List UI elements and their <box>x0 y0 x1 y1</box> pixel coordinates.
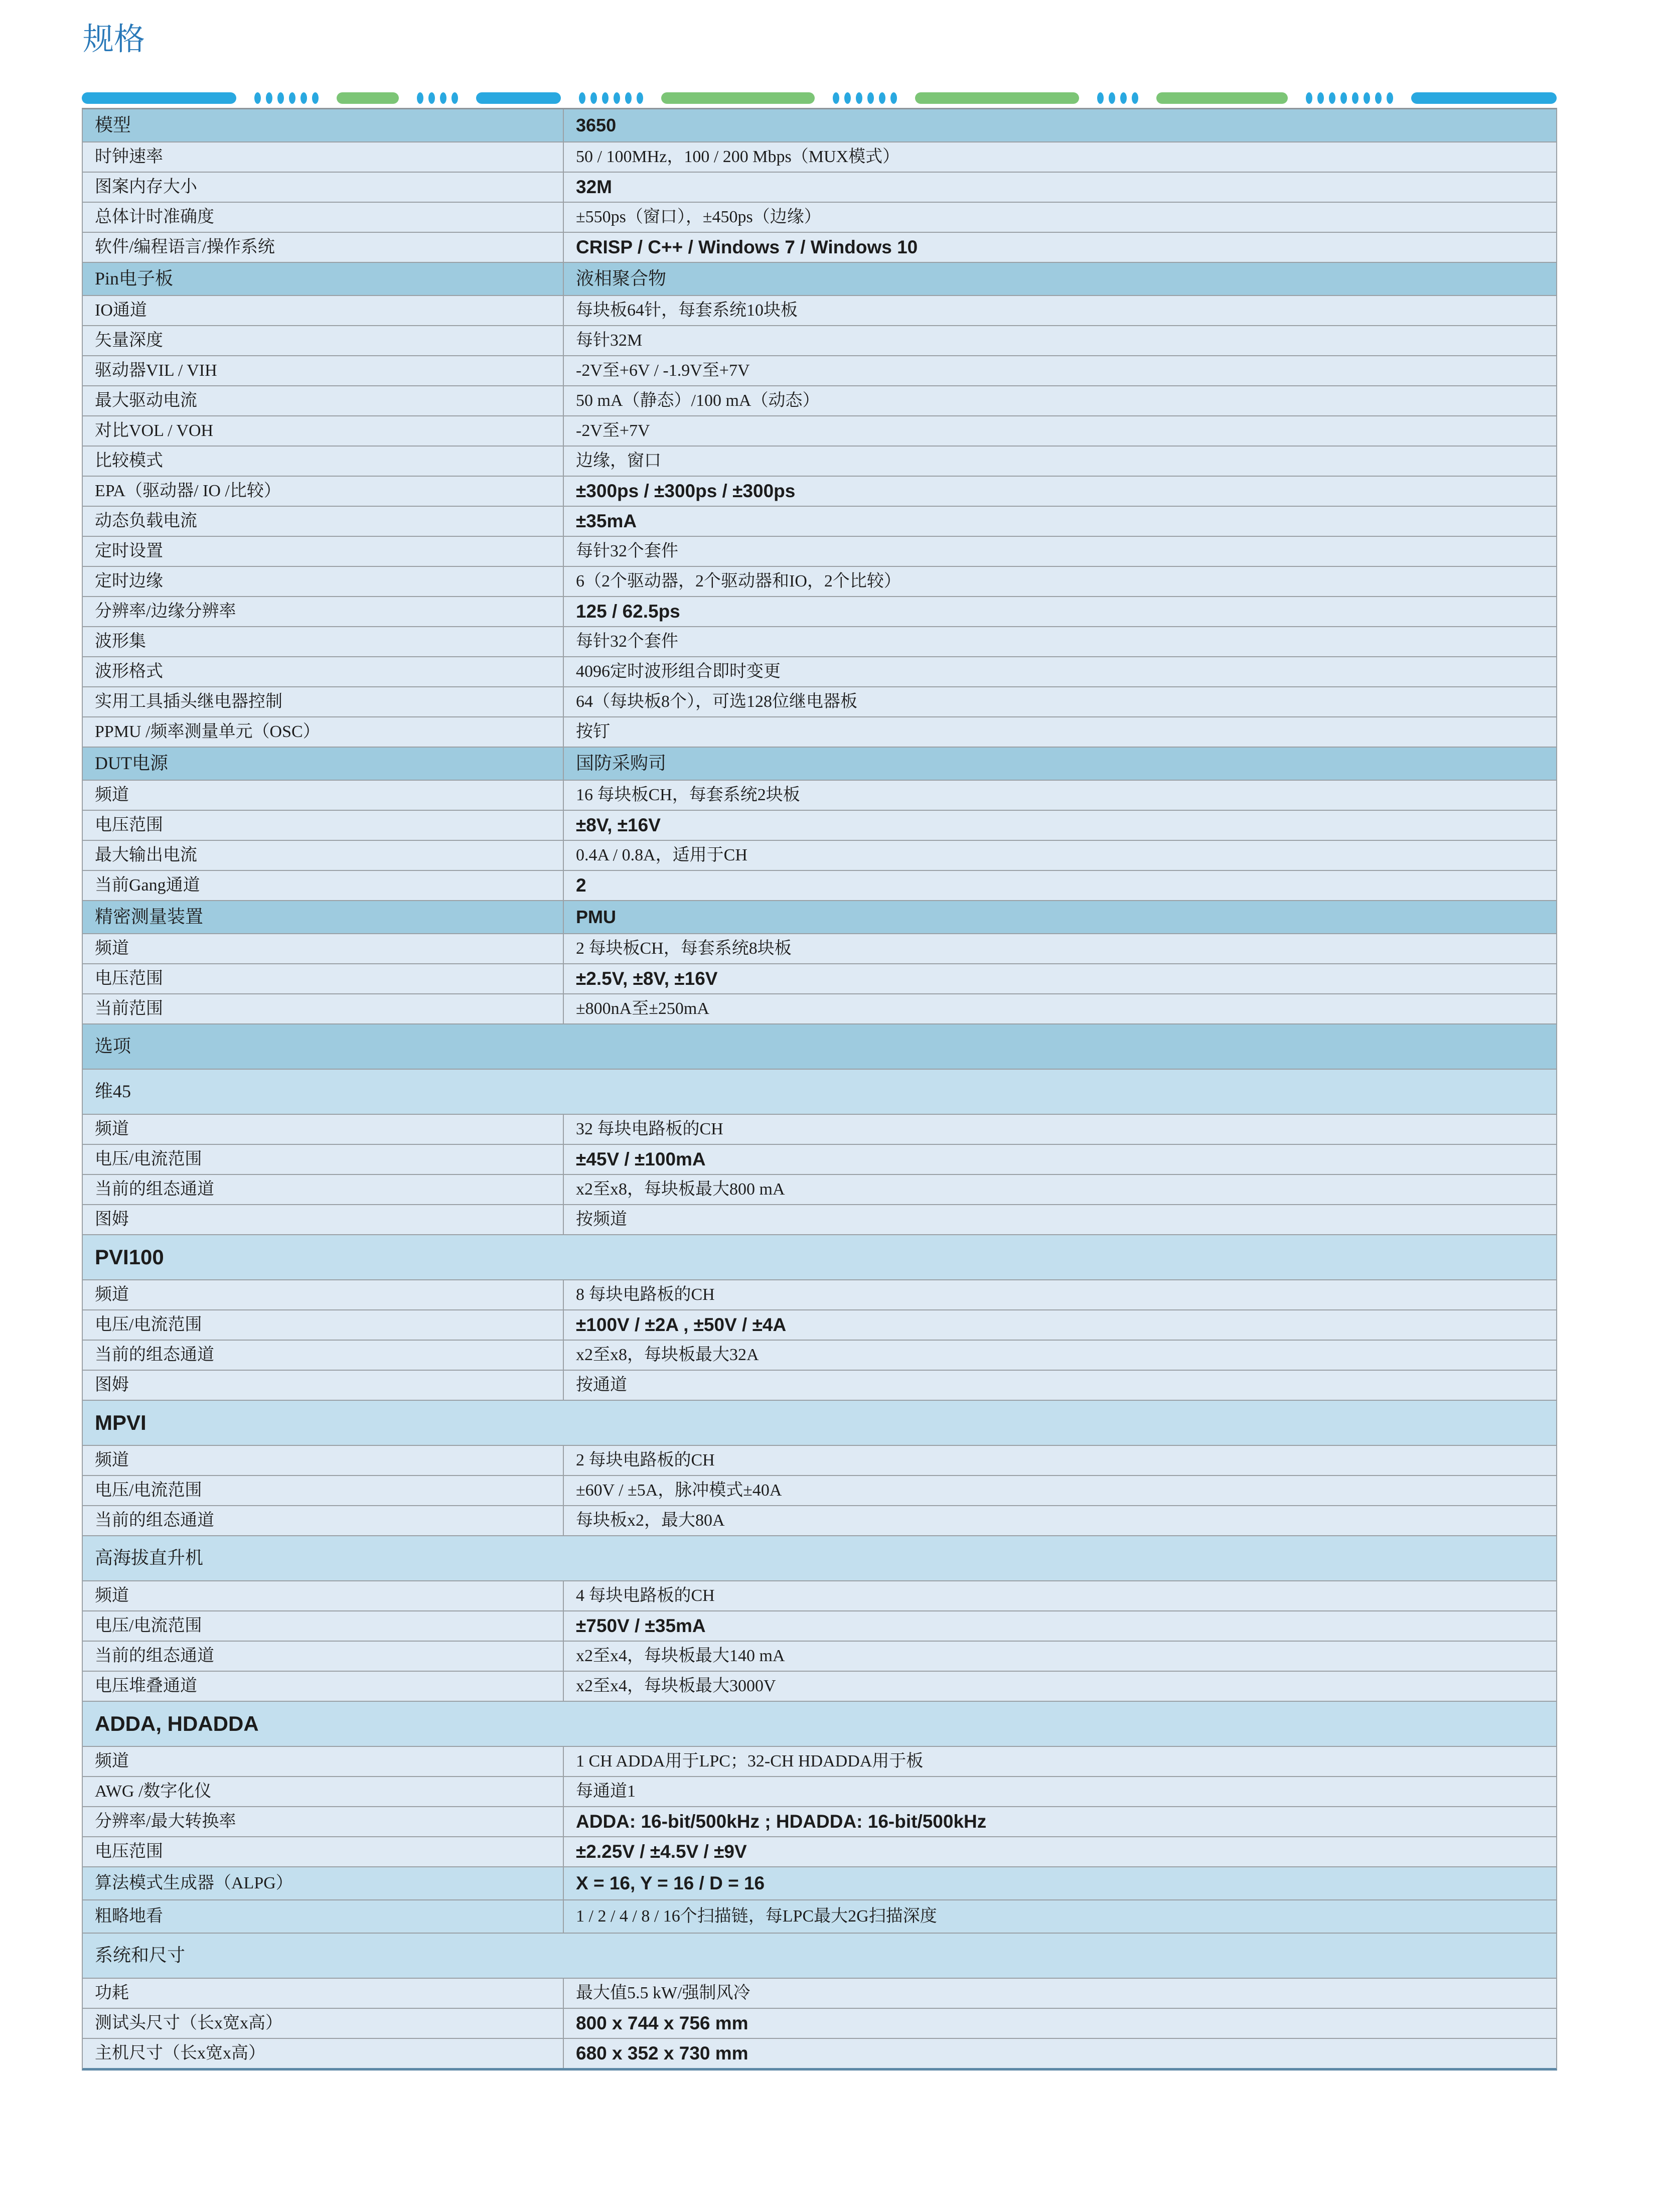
spec-row <box>83 933 1556 963</box>
spec-row <box>83 1144 1556 1174</box>
spec-label: Pin电子板 <box>95 268 174 289</box>
spec-row <box>83 1671 1556 1701</box>
spec-row <box>83 2008 1556 2038</box>
spec-row <box>83 810 1556 840</box>
spec-value: ADDA: 16-bit/500kHz ; HDADDA: 16-bit/500kHz <box>563 1807 1556 1836</box>
spec-value: 液相聚合物 <box>563 263 1556 295</box>
spec-label: 功耗 <box>95 1984 129 2003</box>
spec-label: 频道 <box>95 1285 129 1304</box>
spec-row <box>83 1370 1556 1400</box>
spec-label: ADDA, HDADDA <box>95 1711 259 1735</box>
spec-label: 当前的组态通道 <box>95 1346 214 1365</box>
spec-row <box>83 1340 1556 1370</box>
spec-label: 维45 <box>95 1081 131 1102</box>
spec-value: 3650 <box>563 109 1556 141</box>
spec-value: 4 每块电路板的CH <box>563 1581 1556 1610</box>
spec-row <box>83 870 1556 900</box>
spec-value: PMU <box>563 901 1556 933</box>
ornament-dots <box>579 92 643 104</box>
spec-label: 比较模式 <box>95 452 163 471</box>
spec-label: 定时边缘 <box>95 572 163 591</box>
ornament-dots <box>417 92 458 104</box>
spec-row <box>83 1505 1556 1535</box>
spec-value: 最大值5.5 kW/强制风冷 <box>563 1979 1556 2008</box>
spec-label: 图案内存大小 <box>95 178 197 197</box>
spec-value: ±8V, ±16V <box>563 811 1556 840</box>
spec-row <box>83 141 1556 172</box>
spec-label: 高海拔直升机 <box>95 1548 204 1568</box>
spec-row <box>83 1836 1556 1866</box>
spec-row <box>83 686 1556 716</box>
spec-label: 最大驱动电流 <box>95 391 197 410</box>
spec-row <box>83 1400 1556 1445</box>
spec-row <box>83 232 1556 262</box>
spec-label: IO通道 <box>95 301 147 320</box>
spec-label: 电压/电流范围 <box>95 1616 202 1636</box>
spec-label: 定时设置 <box>95 542 163 561</box>
spec-label: 频道 <box>95 1451 129 1470</box>
spec-value: -2V至+7V <box>563 416 1556 446</box>
spec-label: 电压范围 <box>95 816 163 835</box>
spec-label: 矢量深度 <box>95 331 163 350</box>
spec-row <box>83 1445 1556 1475</box>
spec-label: 频道 <box>95 786 129 805</box>
spec-value: x2至x8，每块板最大800 mA <box>563 1175 1556 1204</box>
spec-row <box>83 1309 1556 1340</box>
spec-label: 电压范围 <box>95 1842 163 1861</box>
spec-row <box>83 1475 1556 1505</box>
ornament-dots <box>833 92 897 104</box>
spec-label: 最大输出电流 <box>95 846 197 865</box>
spec-label: 总体计时准确度 <box>95 208 214 227</box>
spec-label: 当前Gang通道 <box>95 876 200 895</box>
spec-label: 电压堆叠通道 <box>95 1677 197 1696</box>
spec-label: 图姆 <box>95 1210 129 1229</box>
spec-value: x2至x4，每块板最大3000V <box>563 1672 1556 1701</box>
spec-value: 1 / 2 / 4 / 8 / 16个扫描链，每LPC最大2G扫描深度 <box>563 1900 1556 1933</box>
spec-label: 频道 <box>95 1120 129 1139</box>
spec-row <box>83 1279 1556 1309</box>
spec-value: 32M <box>563 173 1556 202</box>
spec-value: 2 每块板CH，每套系统8块板 <box>563 934 1556 963</box>
spec-row <box>83 963 1556 993</box>
spec-label: 频道 <box>95 1752 129 1771</box>
spec-label: PPMU /频率测量单元（OSC） <box>95 722 320 742</box>
spec-row <box>83 1806 1556 1836</box>
spec-label: 电压/电流范围 <box>95 1315 202 1335</box>
ornament-dots <box>1306 92 1393 104</box>
spec-value: 边缘，窗口 <box>563 447 1556 476</box>
spec-row <box>83 900 1556 933</box>
spec-label: 对比VOL / VOH <box>95 421 214 440</box>
spec-label: 频道 <box>95 939 129 958</box>
spec-value: 每块板64针，每套系统10块板 <box>563 296 1556 325</box>
spec-row <box>83 1776 1556 1806</box>
spec-row <box>83 993 1556 1023</box>
ornament-pill <box>661 92 815 104</box>
spec-label: 实用工具插头继电器控制 <box>95 692 282 711</box>
spec-value: 800 x 744 x 756 mm <box>563 2009 1556 2038</box>
spec-value: 国防采购司 <box>563 748 1556 780</box>
spec-row <box>83 1701 1556 1746</box>
spec-value: ±2.25V / ±4.5V / ±9V <box>563 1837 1556 1866</box>
spec-value: ±550ps（窗口），±450ps（边缘） <box>563 203 1556 232</box>
spec-value: ±35mA <box>563 507 1556 536</box>
spec-row <box>83 1866 1556 1899</box>
spec-row <box>83 172 1556 202</box>
spec-value: ±60V / ±5A，脉冲模式±40A <box>563 1476 1556 1505</box>
spec-row <box>83 476 1556 506</box>
spec-row <box>83 355 1556 385</box>
spec-value: ±300ps / ±300ps / ±300ps <box>563 477 1556 506</box>
spec-row <box>83 1978 1556 2008</box>
spec-value: 1 CH ADDA用于LPC；32-CH HDADDA用于板 <box>563 1747 1556 1776</box>
spec-value: 50 / 100MHz，100 / 200 Mbps（MUX模式） <box>563 142 1556 172</box>
spec-label: 电压范围 <box>95 969 163 988</box>
spec-label: 电压/电流范围 <box>95 1481 202 1500</box>
spec-value: 4096定时波形组合即时变更 <box>563 657 1556 686</box>
spec-label: 分辨率/边缘分辨率 <box>95 602 236 621</box>
spec-value: ±45V / ±100mA <box>563 1145 1556 1174</box>
spec-value: 16 每块板CH，每套系统2块板 <box>563 781 1556 810</box>
spec-value: 每针32M <box>563 326 1556 355</box>
ornament-pill <box>82 92 236 104</box>
spec-label: MPVI <box>95 1410 146 1434</box>
spec-value: 50 mA（静态）/100 mA（动态） <box>563 386 1556 415</box>
spec-value: CRISP / C++ / Windows 7 / Windows 10 <box>563 233 1556 262</box>
spec-value: x2至x8，每块板最大32A <box>563 1341 1556 1370</box>
spec-row <box>83 1023 1556 1069</box>
spec-row <box>83 536 1556 566</box>
spec-label: 测试头尺寸（长x宽x高） <box>95 2014 282 2033</box>
spec-label: 分辨率/最大转换率 <box>95 1812 236 1831</box>
spec-value: ±2.5V, ±8V, ±16V <box>563 964 1556 993</box>
spec-label: PVI100 <box>95 1245 164 1269</box>
spec-value: 32 每块电路板的CH <box>563 1115 1556 1144</box>
spec-row <box>83 1174 1556 1204</box>
spec-label: 时钟速率 <box>95 148 163 167</box>
spec-row <box>83 656 1556 686</box>
spec-row <box>83 506 1556 536</box>
spec-label: 软件/编程语言/操作系统 <box>95 238 275 257</box>
spec-value: 8 每块电路板的CH <box>563 1280 1556 1309</box>
spec-value: 125 / 62.5ps <box>563 597 1556 626</box>
spec-label: 粗略地看 <box>95 1907 163 1926</box>
spec-row <box>83 446 1556 476</box>
spec-value: X = 16, Y = 16 / D = 16 <box>563 1867 1556 1899</box>
spec-row <box>83 626 1556 656</box>
spec-row <box>83 1234 1556 1279</box>
spec-value: 2 <box>563 871 1556 900</box>
spec-label: 模型 <box>95 115 131 135</box>
ornament-pill <box>1156 92 1288 104</box>
spec-value: 每针32个套件 <box>563 627 1556 656</box>
spec-value: 按频道 <box>563 1205 1556 1234</box>
spec-row <box>83 596 1556 626</box>
spec-value: 2 每块电路板的CH <box>563 1446 1556 1475</box>
spec-row <box>83 1933 1556 1978</box>
divider-ornament <box>82 92 1557 104</box>
spec-label: 波形格式 <box>95 662 163 681</box>
spec-row <box>83 1114 1556 1144</box>
spec-label: 电压/电流范围 <box>95 1150 202 1169</box>
spec-label: EPA（驱动器/ IO /比较） <box>95 482 281 501</box>
spec-value: 每通道1 <box>563 1777 1556 1806</box>
spec-row <box>83 566 1556 596</box>
spec-value: x2至x4，每块板最大140 mA <box>563 1642 1556 1671</box>
spec-label: 频道 <box>95 1586 129 1605</box>
spec-row <box>83 325 1556 355</box>
spec-label: 当前的组态通道 <box>95 1647 214 1666</box>
spec-row <box>83 295 1556 325</box>
spec-row <box>83 262 1556 295</box>
spec-row <box>83 1069 1556 1114</box>
spec-label: 精密测量装置 <box>95 907 204 927</box>
spec-value: 每块板x2，最大80A <box>563 1506 1556 1535</box>
spec-value: 0.4A / 0.8A，适用于CH <box>563 841 1556 870</box>
spec-value: 按通道 <box>563 1371 1556 1400</box>
spec-row <box>83 2038 1556 2068</box>
spec-row <box>83 415 1556 446</box>
ornament-dots <box>1097 92 1138 104</box>
ornament-pill <box>476 92 561 104</box>
spec-value: ±750V / ±35mA <box>563 1611 1556 1641</box>
spec-row <box>83 1746 1556 1776</box>
spec-row <box>83 1610 1556 1641</box>
spec-row <box>83 1580 1556 1610</box>
ornament-pill <box>915 92 1079 104</box>
spec-label: 算法模式生成器（ALPG） <box>95 1874 293 1893</box>
ornament-dots <box>254 92 319 104</box>
spec-row <box>83 780 1556 810</box>
spec-value: ±800nA至±250mA <box>563 994 1556 1023</box>
spec-label: 选项 <box>95 1036 131 1057</box>
spec-label: 波形集 <box>95 632 146 651</box>
spec-label: 主机尺寸（长x宽x高） <box>95 2044 265 2063</box>
spec-value: 每针32个套件 <box>563 537 1556 566</box>
spec-row <box>83 385 1556 415</box>
spec-row <box>83 109 1556 141</box>
spec-row <box>83 1641 1556 1671</box>
spec-label: DUT电源 <box>95 753 168 774</box>
spec-value: 按钉 <box>563 717 1556 747</box>
spec-label: AWG /数字化仪 <box>95 1782 212 1801</box>
spec-label: 动态负载电流 <box>95 512 197 531</box>
page-title: 规格 <box>83 22 145 57</box>
spec-value: 6（2个驱动器，2个驱动器和IO，2个比较） <box>563 567 1556 596</box>
spec-value: ±100V / ±2A , ±50V / ±4A <box>563 1310 1556 1340</box>
spec-label: 系统和尺寸 <box>95 1945 186 1966</box>
spec-row <box>83 840 1556 870</box>
ornament-pill <box>337 92 399 104</box>
spec-row <box>83 202 1556 232</box>
spec-value: -2V至+6V / -1.9V至+7V <box>563 356 1556 385</box>
spec-label: 图姆 <box>95 1376 129 1395</box>
spec-label: 当前的组态通道 <box>95 1511 214 1530</box>
spec-label: 驱动器VIL / VIH <box>95 361 217 380</box>
spec-row <box>83 747 1556 780</box>
spec-value: 680 x 352 x 730 mm <box>563 2039 1556 2068</box>
spec-label: 当前范围 <box>95 999 163 1018</box>
spec-label: 当前的组态通道 <box>95 1180 214 1199</box>
spec-table <box>82 108 1557 2071</box>
spec-row <box>83 1899 1556 1933</box>
ornament-pill <box>1411 92 1557 104</box>
spec-row <box>83 1535 1556 1580</box>
spec-row <box>83 716 1556 747</box>
spec-value: 64（每块板8个），可选128位继电器板 <box>563 687 1556 716</box>
spec-row <box>83 1204 1556 1234</box>
